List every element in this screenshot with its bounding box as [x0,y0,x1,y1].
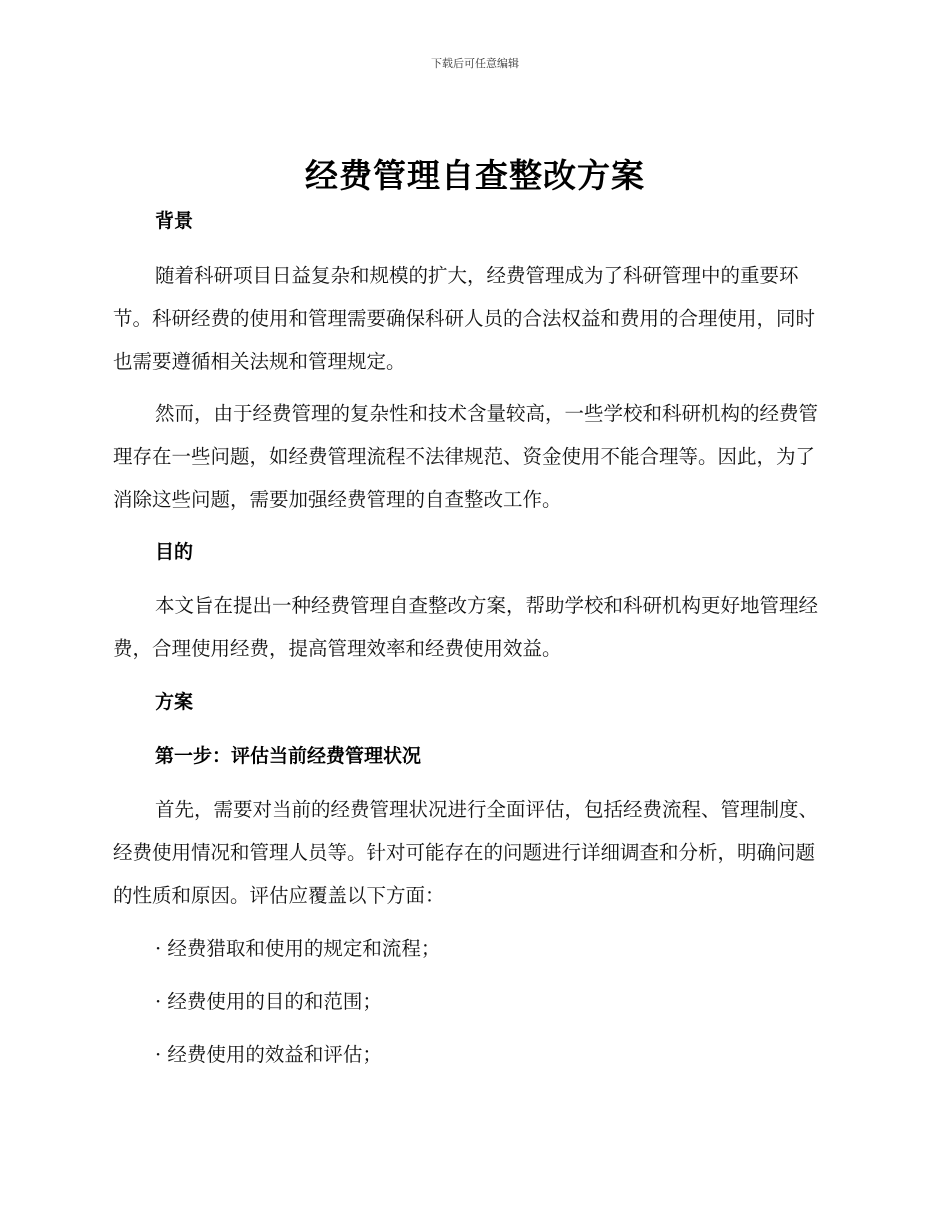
background-paragraph-2: 然而，由于经费管理的复杂性和技术含量较高，一些学校和科研机构的经费管理存在一些问题，如经费管理流程不法律规范、资金使用不能合理等。因此，为了消除这些问题，需要加强经费管理的自查整改工作。 [113,402,819,511]
list-item: · 经费猎取和使用的规定和流程； [155,937,441,960]
step1-heading: 第一步：评估当前经费管理状况 [155,745,422,767]
background-paragraph-1: 随着科研项目日益复杂和规模的扩大，经费管理成为了科研管理中的重要环节。科研经费的使用和管理需要确保科研人员的合法权益和费用的合理使用，同时也需要遵循相关法规和管理规定。 [113,264,816,373]
page-header-note: 下载后可任意编辑 [431,57,519,70]
document-body [113,202,829,1076]
document-title: 经费管理自查整改方案 [305,156,645,195]
list-item: · 经费使用的效益和评估； [155,1043,382,1066]
purpose-paragraph: 本文旨在提出一种经费管理自查整改方案，帮助学校和科研机构更好地管理经费，合理使用经费，提高管理效率和经费使用效益。 [113,594,819,660]
list-item: · 经费使用的目的和范围； [155,990,382,1013]
section-heading-background: 背景 [155,210,194,232]
step1-paragraph: 首先，需要对当前的经费管理状况进行全面评估，包括经费流程、管理制度、经费使用情况和管理人员等。针对可能存在的问题进行详细调查和分析，明确问题的性质和原因。评估应覆盖以下方面： [113,798,819,907]
section-heading-plan: 方案 [155,691,194,713]
section-heading-purpose: 目的 [155,541,194,563]
